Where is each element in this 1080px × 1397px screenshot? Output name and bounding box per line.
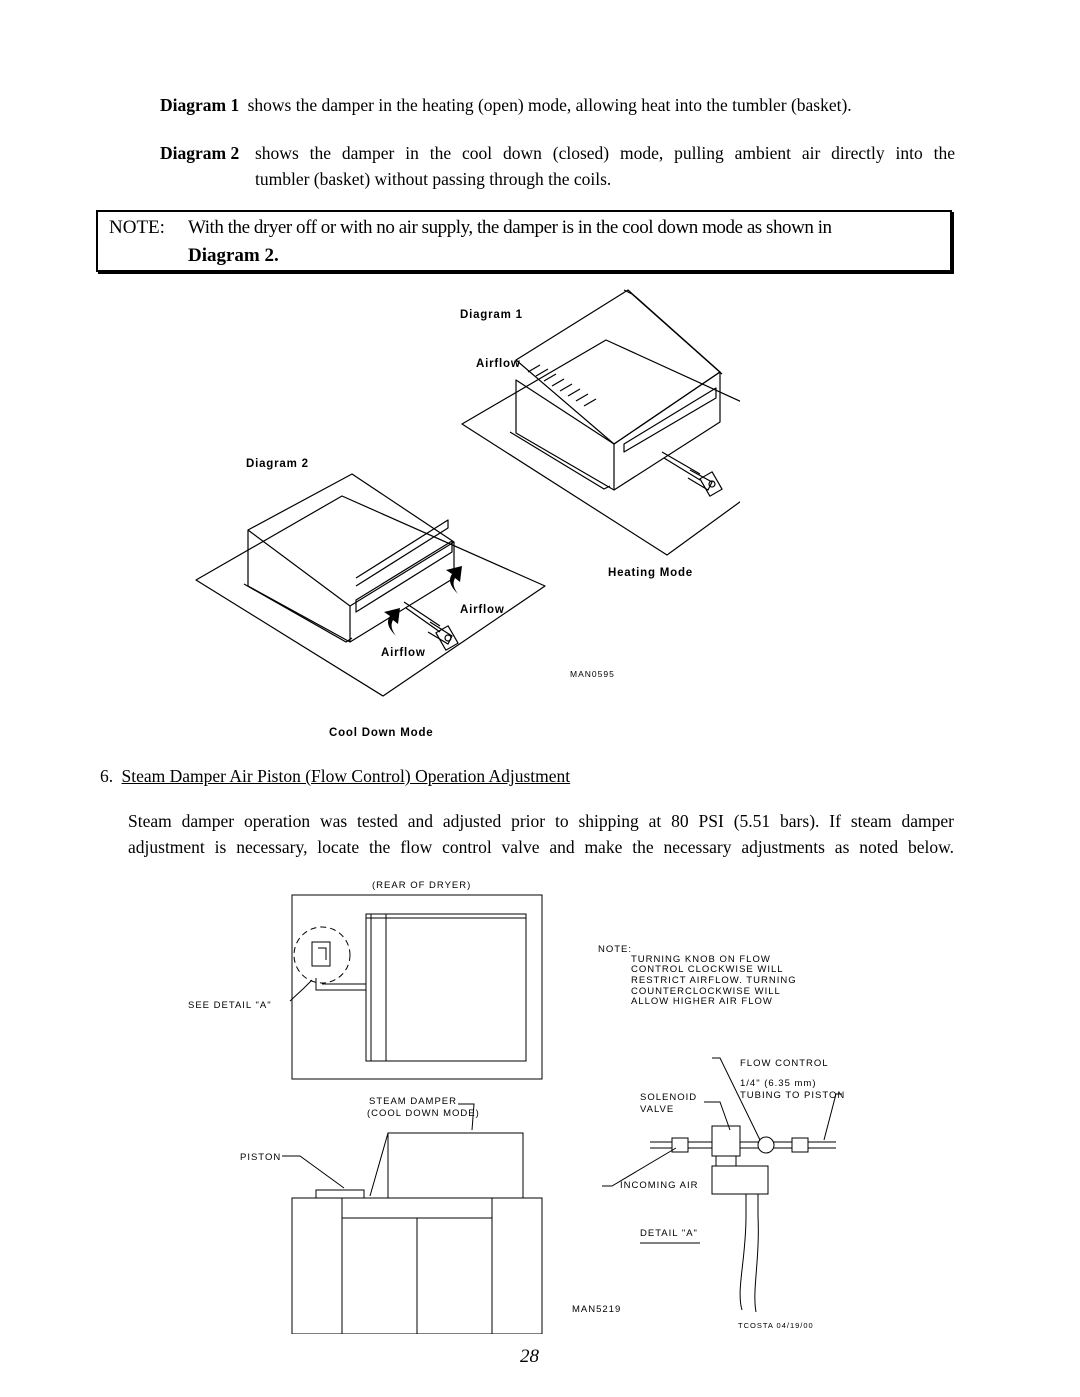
section6-number: 6. <box>100 766 114 786</box>
note-line-4: COUNTERCLOCKWISE WILL <box>631 986 781 997</box>
diagram1-term: Diagram 1 <box>160 95 240 115</box>
figure1-reference: MAN0595 <box>570 669 615 679</box>
diagram2-housing <box>248 474 454 606</box>
diagram2-label: Diagram 2 <box>246 458 309 470</box>
steam-damper-housing <box>388 1133 523 1198</box>
section6-body-line1: Steam damper operation was tested and adjusted prior to shipping at 80 PSI (5.51 bars). If steam damper <box>128 811 954 831</box>
flow-control-knob <box>758 1137 774 1153</box>
section6-title: Steam Damper Air Piston (Flow Control) Operation Adjustment <box>121 766 571 786</box>
diagram2-text-line2: tumbler (basket) without passing through the coils. <box>255 169 612 189</box>
rear-of-dryer-panel <box>292 895 542 1079</box>
detail-a-circle <box>294 927 350 983</box>
section6-body-line2: adjustment is necessary, locate the flow control valve and make the necessary adjustments as noted below. <box>128 837 954 857</box>
note-line-2: CONTROL CLOCKWISE WILL <box>631 964 784 975</box>
airflow-arrow-right <box>446 566 462 594</box>
airflow-label-top: Airflow <box>476 358 521 370</box>
airflow-label-bottom: Airflow <box>381 647 426 659</box>
steam-damper-label: STEAM DAMPER <box>369 1096 458 1107</box>
see-detail-label: SEE DETAIL "A" <box>188 1000 272 1011</box>
tubing-size-label: 1/4" (6.35 mm) <box>740 1078 817 1089</box>
detail-a-label: DETAIL "A" <box>640 1228 698 1239</box>
rear-of-dryer-label: (REAR OF DRYER) <box>372 880 472 891</box>
piston-body <box>316 1190 364 1198</box>
incoming-air-label: INCOMING AIR <box>620 1180 699 1191</box>
note-heading: NOTE: <box>598 944 633 955</box>
solenoid-label: SOLENOID <box>640 1092 698 1103</box>
damper-mode-figure <box>180 282 740 752</box>
airflow-label-right: Airflow <box>460 604 505 616</box>
note-line-3: RESTRICT AIRFLOW. TURNING <box>631 975 797 986</box>
page-number: 28 <box>520 1346 539 1367</box>
note-label: NOTE: <box>109 217 165 238</box>
note-line-5: ALLOW HIGHER AIR FLOW <box>631 996 773 1007</box>
section6-heading <box>100 763 570 789</box>
airflow-arrow-bottom <box>384 608 400 636</box>
diagram1-label: Diagram 1 <box>460 309 523 321</box>
diagram1-floor-plate <box>462 340 740 555</box>
diagram1-piston <box>662 452 712 490</box>
cool-down-mode-note: (COOL DOWN MODE) <box>367 1108 480 1119</box>
solenoid-valve-body <box>712 1126 740 1156</box>
valve-label: VALVE <box>640 1104 675 1115</box>
note-line1: With the dryer off or with no air supply, the damper is in the cool down mode as shown in <box>188 217 832 238</box>
diagram1-description <box>160 92 960 118</box>
diagram1-text: shows the damper in the heating (open) mode, allowing heat into the tumbler (basket). <box>247 95 852 115</box>
flow-control-figure <box>180 872 860 1334</box>
flow-control-label: FLOW CONTROL <box>740 1058 829 1069</box>
cool-down-mode-label: Cool Down Mode <box>329 727 434 739</box>
diagram2-text-line1: shows the damper in the cool down (closed) mode, pulling ambient air directly into the <box>255 143 955 163</box>
figure2-reference: MAN5219 <box>572 1304 622 1315</box>
diagram2-floor-plate <box>196 496 545 696</box>
note-line-1: TURNING KNOB ON FLOW <box>631 954 771 965</box>
heating-mode-label: Heating Mode <box>608 567 693 579</box>
diagram2-term: Diagram 2 <box>160 143 240 163</box>
piston-label: PISTON <box>240 1152 282 1163</box>
diagram1-housing <box>516 372 720 490</box>
note-line2: Diagram 2. <box>188 245 279 266</box>
tubing-to-piston-label: TUBING TO PISTON <box>740 1090 846 1101</box>
diagram1-open-lid <box>516 290 720 444</box>
author-date: TCOSTA 04/19/00 <box>738 1321 814 1330</box>
